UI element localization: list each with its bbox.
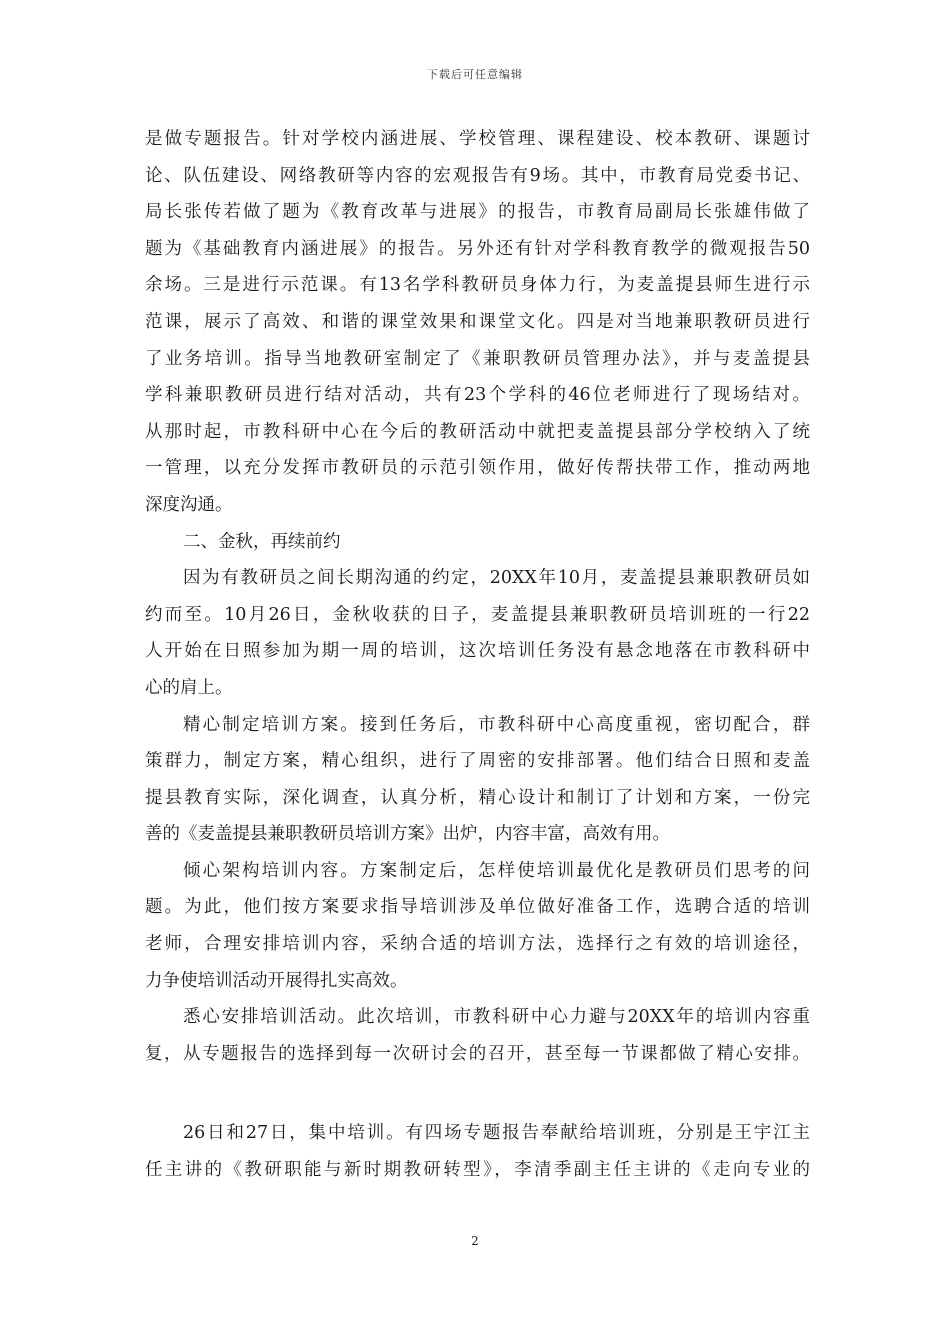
paragraph-line: 范课，展示了高效、和谐的课堂效果和课堂文化。四是对当地兼职教研员进行 <box>145 311 810 332</box>
paragraph-line: 善的《麦盖提县兼职教研员培训方案》出炉，内容丰富，高效有用。 <box>145 824 670 845</box>
paragraph-line: 倾心架构培训内容。方案制定后，怎样使培训最优化是教研员们思考的问 <box>183 860 810 881</box>
paragraph-line: 老师，合理安排培训内容，采纳合适的培训方法，选择行之有效的培训途径， <box>145 934 810 955</box>
page-number: 2 <box>471 1234 479 1248</box>
paragraph-line: 任主讲的《教研职能与新时期教研转型》，李清季副主任主讲的《走向专业的 <box>145 1160 810 1181</box>
paragraph-line: 因为有教研员之间长期沟通的约定，20XX年10月，麦盖提县兼职教研员如 <box>183 568 810 589</box>
paragraph-line: 人开始在日照参加为期一周的培训，这次培训任务没有悬念地落在市教科研中 <box>145 641 810 662</box>
paragraph-line: 策群力，制定方案，精心组织，进行了周密的安排部署。他们结合日照和麦盖 <box>145 751 810 772</box>
paragraph-line: 从那时起，市教科研中心在今后的教研活动中就把麦盖提县部分学校纳入了统 <box>145 421 810 442</box>
paragraph-line: 了业务培训。指导当地教研室制定了《兼职教研员管理办法》，并与麦盖提县 <box>145 348 810 369</box>
paragraph-line: 是做专题报告。针对学校内涵进展、学校管理、课程建设、校本教研、课题讨 <box>145 129 810 149</box>
paragraph-line: 悉心安排培训活动。此次培训，市教科研中心力避与20XX年的培训内容重 <box>183 1007 810 1028</box>
paragraph-line: 约而至。10月26日，金秋收获的日子，麦盖提县兼职教研员培训班的一行22 <box>145 604 810 625</box>
paragraph-line: 论、队伍建设、网络教研等内容的宏观报告有9场。其中，市教育局党委书记、 <box>145 165 810 186</box>
paragraph-line: 26日和27日，集中培训。有四场专题报告奉献给培训班，分别是王宇江主 <box>183 1123 810 1144</box>
paragraph-line: 复，从专题报告的选择到每一次研讨会的召开，甚至每一节课都做了精心安排。 <box>145 1043 810 1064</box>
paragraph-line: 心的肩上。 <box>145 677 233 698</box>
paragraph-line: 力争使培训活动开展得扎实高效。 <box>145 970 408 991</box>
paragraph-line: 学科兼职教研员进行结对活动，共有23个学科的46位老师进行了现场结对。 <box>145 385 810 406</box>
paragraph-line: 一管理，以充分发挥市教研员的示范引领作用，做好传帮扶带工作，推动两地 <box>145 458 810 479</box>
page-header: 下载后可任意编辑 <box>427 68 523 81</box>
paragraph-line: 精心制定培训方案。接到任务后，市教科研中心高度重视，密切配合，群 <box>183 714 810 735</box>
section-heading: 二、金秋，再续前约 <box>183 531 341 552</box>
paragraph-line: 局长张传若做了题为《教育改革与进展》的报告，市教育局副局长张雄伟做了 <box>145 202 810 223</box>
document-body <box>145 121 810 1189</box>
paragraph-line: 题。为此，他们按方案要求指导培训涉及单位做好准备工作，选聘合适的培训 <box>145 897 810 918</box>
paragraph-line: 题为《基础教育内涵进展》的报告。另外还有针对学科教育教学的微观报告50 <box>145 238 810 259</box>
paragraph-spacer <box>145 1072 810 1115</box>
paragraph-line: 余场。三是进行示范课。有13名学科教研员身体力行，为麦盖提县师生进行示 <box>145 275 810 296</box>
paragraph-line: 提县教育实际，深化调查，认真分析，精心设计和制订了计划和方案，一份完 <box>145 787 810 808</box>
paragraph-line: 深度沟通。 <box>145 494 233 515</box>
